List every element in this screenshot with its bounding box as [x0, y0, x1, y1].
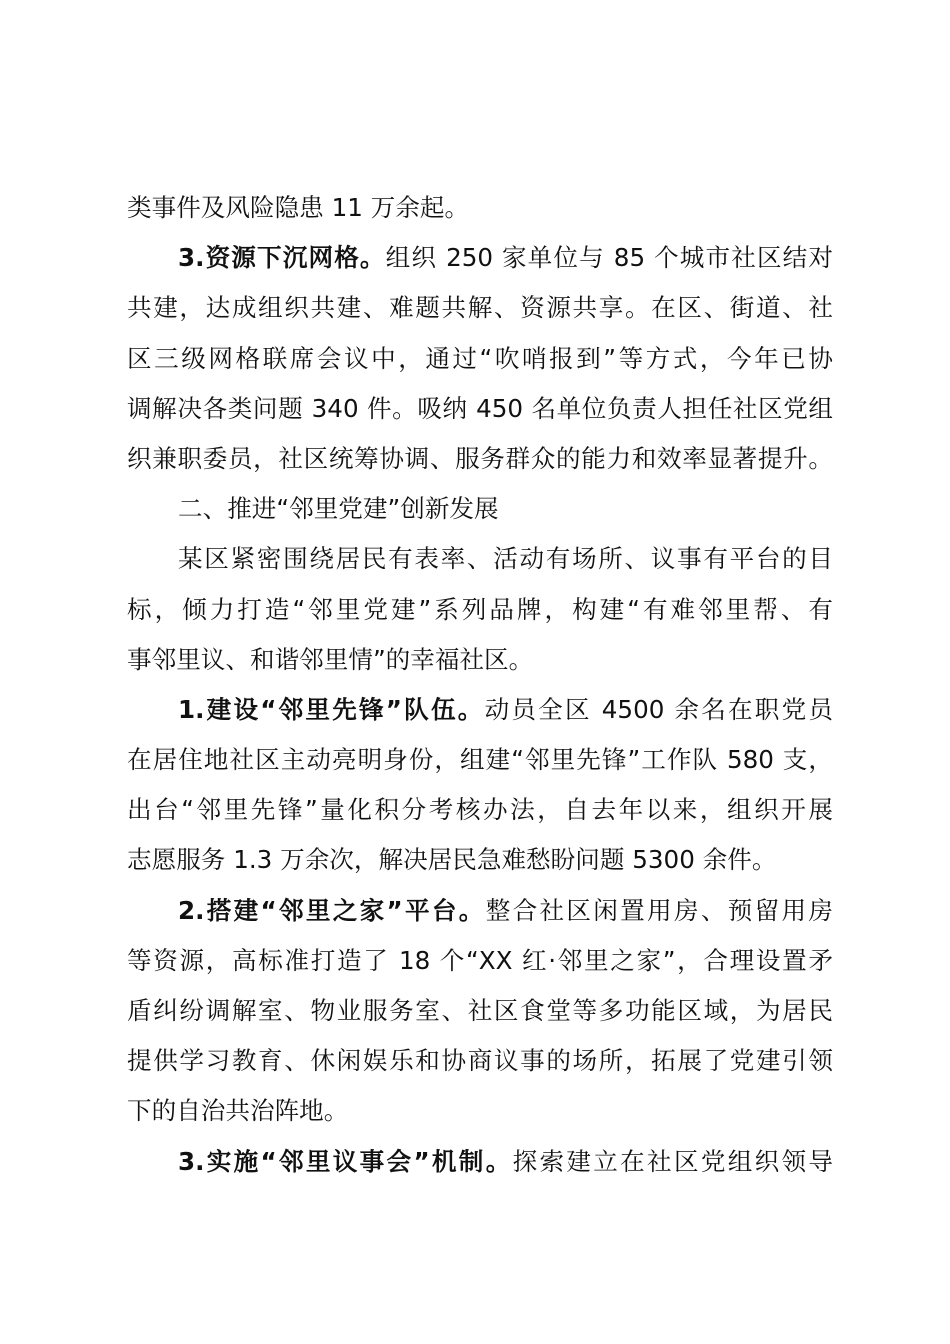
text-line — [127, 283, 833, 333]
text-line — [127, 534, 833, 584]
body-text: 标，倾力打造“邻里党建”系列品牌，构建“有难邻里帮、有 — [127, 594, 833, 624]
body-text: 区三级网格联席会议中，通过“吹哨报到”等方式，今年已协 — [127, 343, 833, 373]
text-line — [127, 1036, 833, 1086]
bold-heading-text: 2.搭建“邻里之家”平台。 — [178, 895, 486, 925]
text-line — [127, 735, 833, 785]
body-text: 志愿服务 1.3 万余次，解决居民急难愁盼问题 5300 余件。 — [127, 845, 777, 875]
body-text: 等资源，高标准打造了 18 个“XX 红·邻里之家”，合理设置矛 — [127, 945, 833, 975]
text-line — [127, 434, 833, 484]
body-text: 整合社区闲置用房、预留用房 — [485, 895, 833, 925]
body-text: 调解决各类问题 340 件。吸纳 450 名单位负责人担任社区党组 — [127, 393, 833, 423]
bold-heading-text: 3.资源下沉网格。 — [178, 243, 386, 273]
text-line — [127, 384, 833, 434]
text-line — [127, 936, 833, 986]
body-text: 探索建立在社区党组织领导 — [512, 1146, 833, 1176]
document-page — [127, 183, 833, 1187]
text-line — [127, 585, 833, 635]
bold-heading-text: 3.实施“邻里议事会”机制。 — [178, 1146, 513, 1176]
text-line — [127, 1137, 833, 1187]
text-line — [127, 1086, 833, 1136]
body-text: 提供学习教育、休闲娱乐和协商议事的场所，拓展了党建引领 — [127, 1046, 833, 1076]
text-line — [127, 334, 833, 384]
text-line — [127, 183, 833, 233]
text-line — [127, 785, 833, 835]
body-text: 在居住地社区主动亮明身份，组建“邻里先锋”工作队 580 支， — [127, 745, 833, 775]
text-line — [127, 886, 833, 936]
body-text: 某区紧密围绕居民有表率、活动有场所、议事有平台的目 — [178, 544, 833, 574]
body-text: 共建，达成组织共建、难题共解、资源共享。在区、街道、社 — [127, 293, 833, 323]
text-line — [127, 484, 833, 534]
text-line — [127, 986, 833, 1036]
body-text: 下的自治共治阵地。 — [127, 1096, 349, 1126]
body-text: 组织 250 家单位与 85 个城市社区结对 — [385, 243, 833, 273]
body-text: 织兼职委员，社区统筹协调、服务群众的能力和效率显著提升。 — [127, 443, 833, 473]
body-text: 二、推进“邻里党建”创新发展 — [178, 494, 499, 524]
text-line — [127, 635, 833, 685]
body-text: 盾纠纷调解室、物业服务室、社区食堂等多功能区域，为居民 — [127, 996, 833, 1025]
text-line — [127, 233, 833, 283]
text-line — [127, 685, 833, 735]
body-text: 事邻里议、和谐邻里情”的幸福社区。 — [127, 644, 534, 674]
body-text: 类事件及风险隐患 11 万余起。 — [127, 193, 470, 222]
text-line — [127, 835, 833, 885]
body-text: 动员全区 4500 余名在职党员 — [484, 694, 833, 724]
body-text: 出台“邻里先锋”量化积分考核办法，自去年以来，组织开展 — [127, 795, 833, 825]
bold-heading-text: 1.建设“邻里先锋”队伍。 — [178, 694, 485, 724]
